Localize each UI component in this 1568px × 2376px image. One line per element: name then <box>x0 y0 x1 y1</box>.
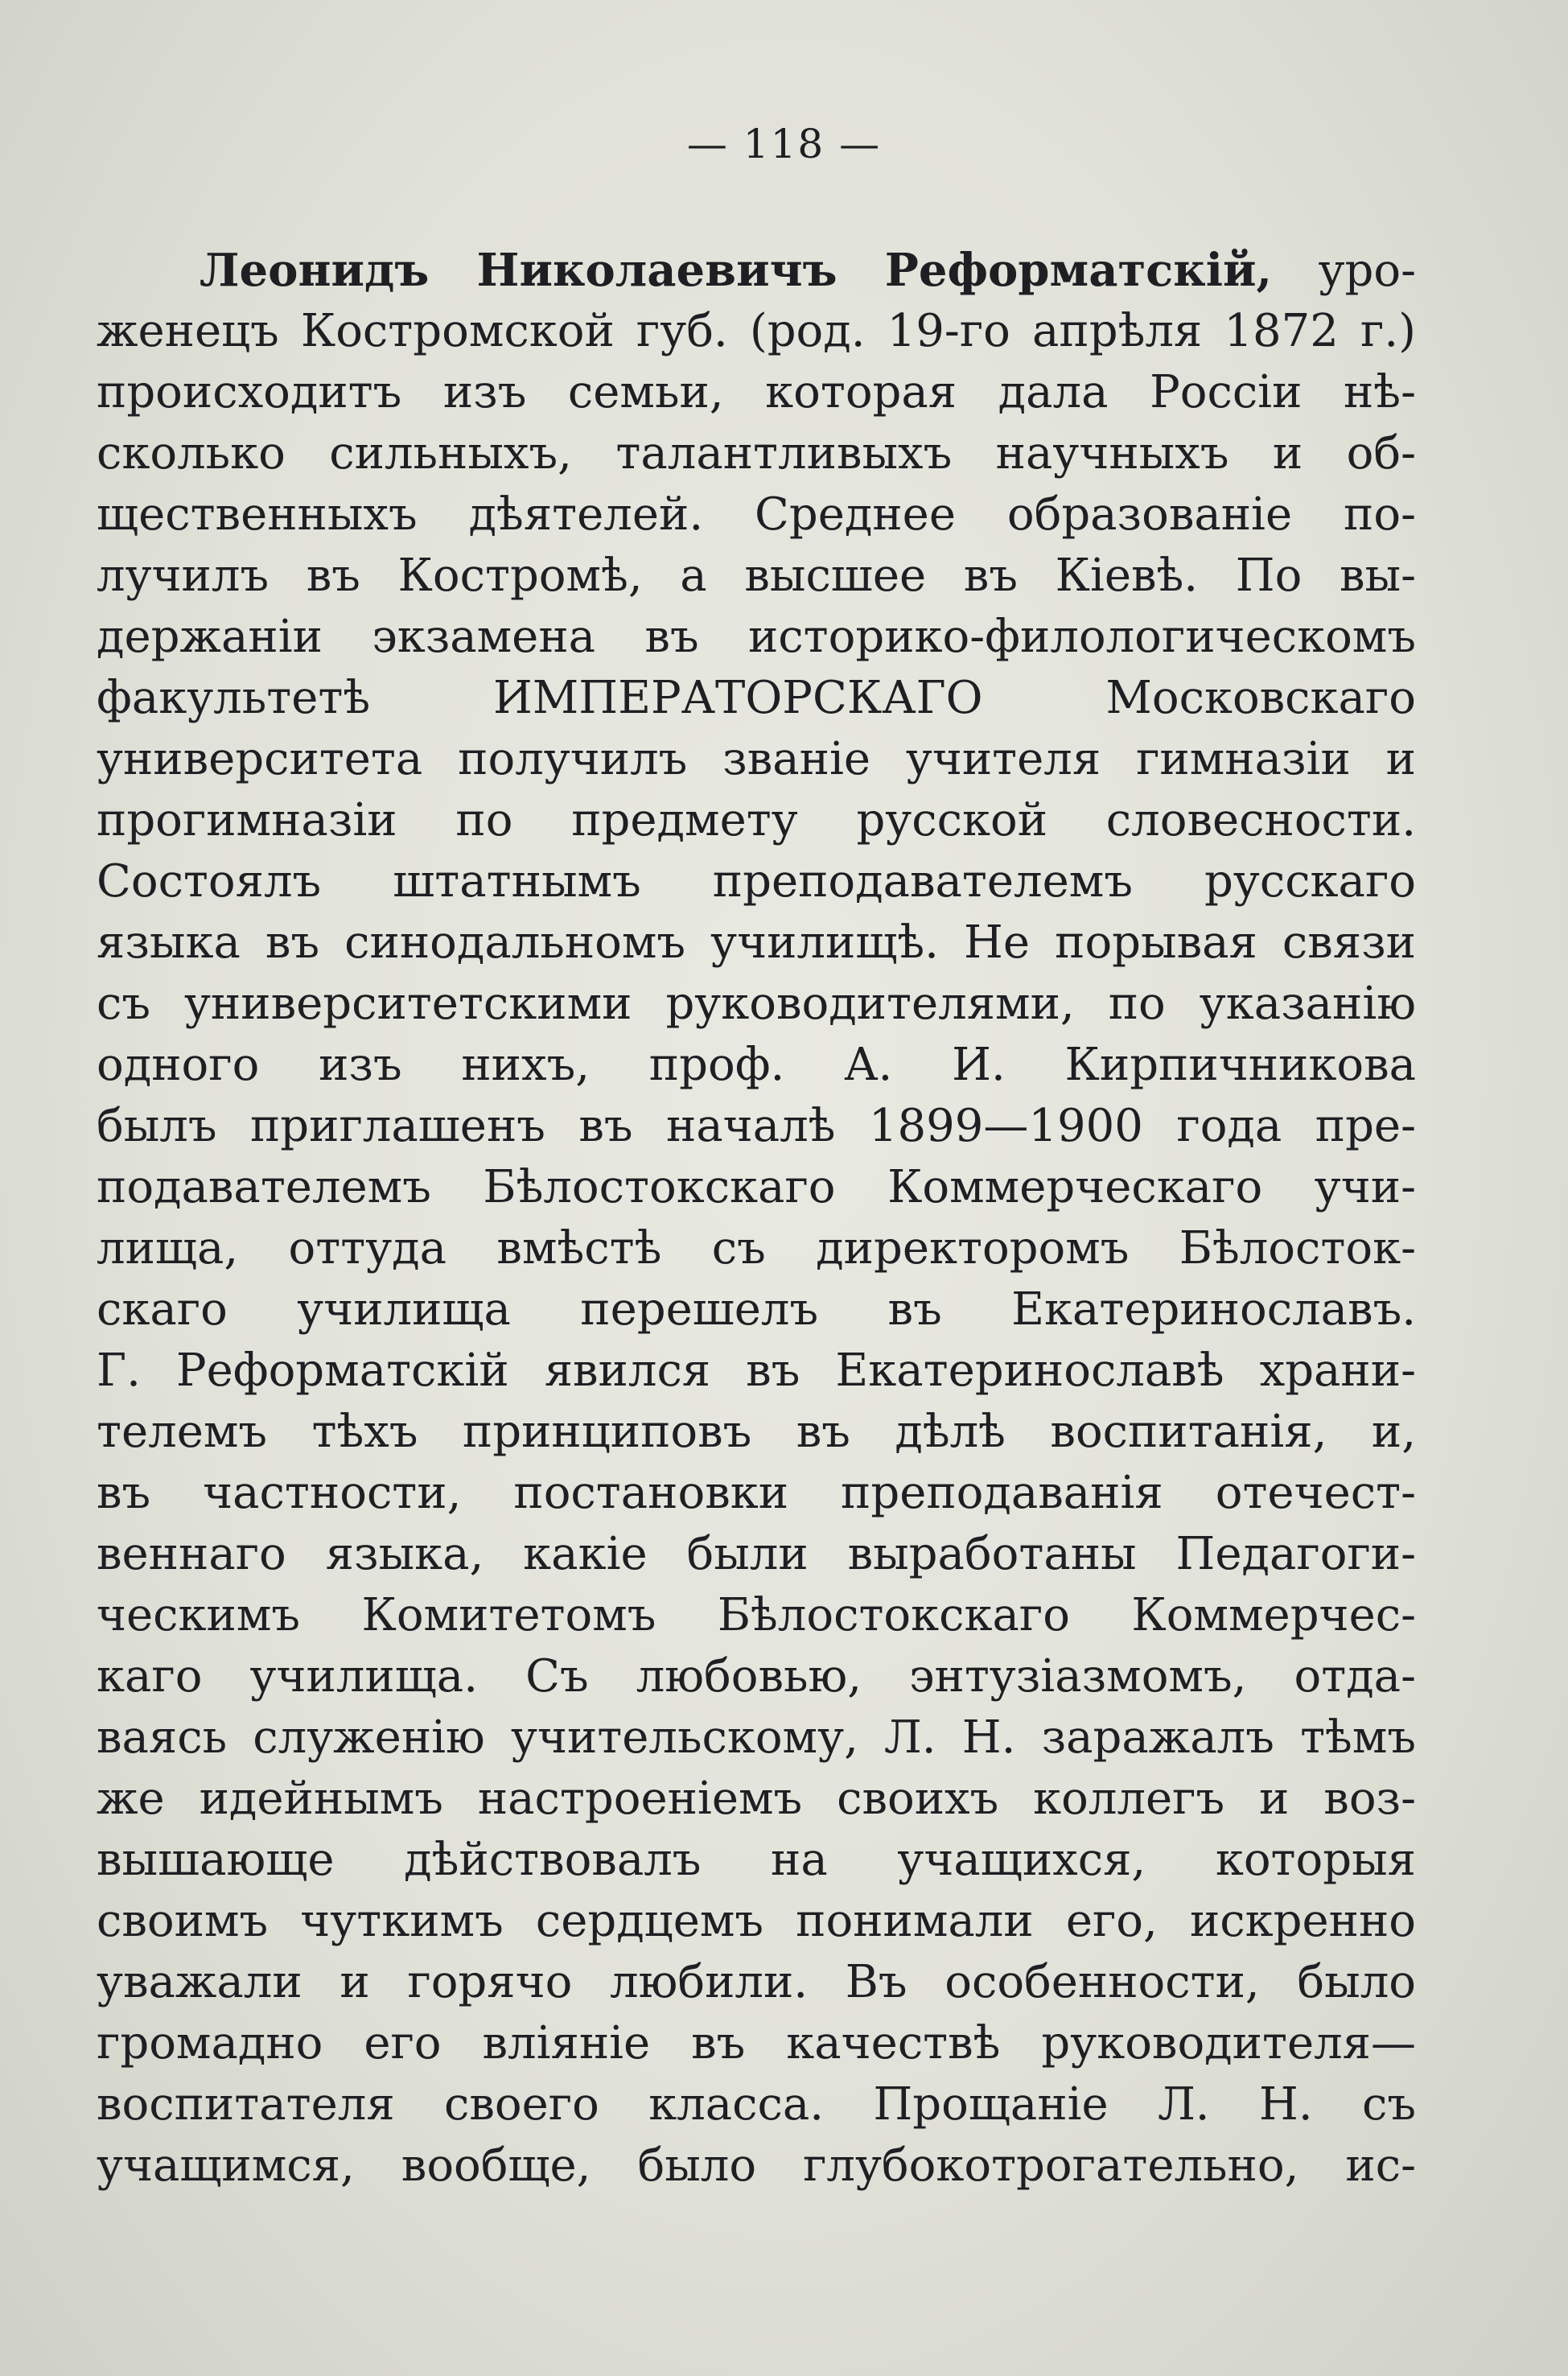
text-line: веннаго языка, какіе были выработаны Педагоги- <box>97 1528 1416 1580</box>
person-name: Леонидъ Николаевичъ Реформатскій, <box>200 244 1273 297</box>
text-line: языка въ синодальномъ училищѣ. Не порывая связи <box>97 916 1416 969</box>
text-line: же идейнымъ настроеніемъ своихъ коллегъ и воз- <box>97 1773 1416 1825</box>
text-line: вышающе дѣйствовалъ на учащихся, которыя <box>97 1834 1416 1886</box>
text-line: прогимназіи по предмету русской словесности. <box>97 794 1416 846</box>
text-line: ваясь служенію учительскому, Л. Н. заражалъ тѣмъ <box>97 1711 1416 1764</box>
text-line: женецъ Костромской губ. (род. 19-го апрѣля 1872 г.) <box>97 305 1416 357</box>
text-line: скаго училища перешелъ въ Екатеринославъ. <box>97 1283 1416 1336</box>
body-text <box>97 240 1416 2197</box>
text-line: громадно его вліяніе въ качествѣ руководителя— <box>97 2017 1416 2069</box>
text-line: съ университетскими руководителями, по указанію <box>97 978 1416 1030</box>
text-line: уважали и горячо любили. Въ особенности, было <box>97 1956 1416 2008</box>
text-line: одного изъ нихъ, проф. А. И. Кирпичникова <box>97 1039 1416 1091</box>
text-line: своимъ чуткимъ сердцемъ понимали его, искренно <box>97 1895 1416 1947</box>
text-line: Состоялъ штатнымъ преподавателемъ русскаго <box>97 855 1416 908</box>
text-line: держаніи экзамена въ историко-филологическомъ <box>97 611 1416 663</box>
text-line: воспитателя своего класса. Прощаніе Л. Н. съ <box>97 2078 1416 2131</box>
page-number: — 118 — <box>686 121 882 167</box>
text-line: факультетѣ ИМПЕРАТОРСКАГО Московскаго <box>97 672 1416 724</box>
intro-rest: уро- <box>1272 245 1416 297</box>
text-line: былъ приглашенъ въ началѣ 1899—1900 года пре- <box>97 1100 1416 1152</box>
text-line: щественныхъ дѣятелей. Среднее образованіе по- <box>97 488 1416 541</box>
text-line: ческимъ Комитетомъ Бѣлостокскаго Коммерчес- <box>97 1589 1416 1641</box>
text-line: телемъ тѣхъ принциповъ въ дѣлѣ воспитанія, и, <box>97 1406 1416 1458</box>
text-line: сколько сильныхъ, талантливыхъ научныхъ и об- <box>97 427 1416 480</box>
text-line-first <box>97 240 1416 301</box>
text-line: лучилъ въ Костромѣ, а высшее въ Кіевѣ. По вы- <box>97 550 1416 602</box>
text-line: университета получилъ званіе учителя гимназіи и <box>97 733 1416 785</box>
text-line: подавателемъ Бѣлостокскаго Коммерческаго учи- <box>97 1161 1416 1213</box>
text-line: лища, оттуда вмѣстѣ съ директоромъ Бѣлосток- <box>97 1222 1416 1274</box>
text-line: происходитъ изъ семьи, которая дала Россіи нѣ- <box>97 366 1416 418</box>
text-line: Г. Реформатскій явился въ Екатеринославѣ храни- <box>97 1344 1416 1397</box>
text-line: учащимся, вообще, было глубокотрогательно, ис- <box>97 2139 1416 2192</box>
text-line: каго училища. Съ любовью, энтузіазмомъ, отда- <box>97 1650 1416 1703</box>
text-line: въ частности, постановки преподаванія отечест- <box>97 1467 1416 1519</box>
